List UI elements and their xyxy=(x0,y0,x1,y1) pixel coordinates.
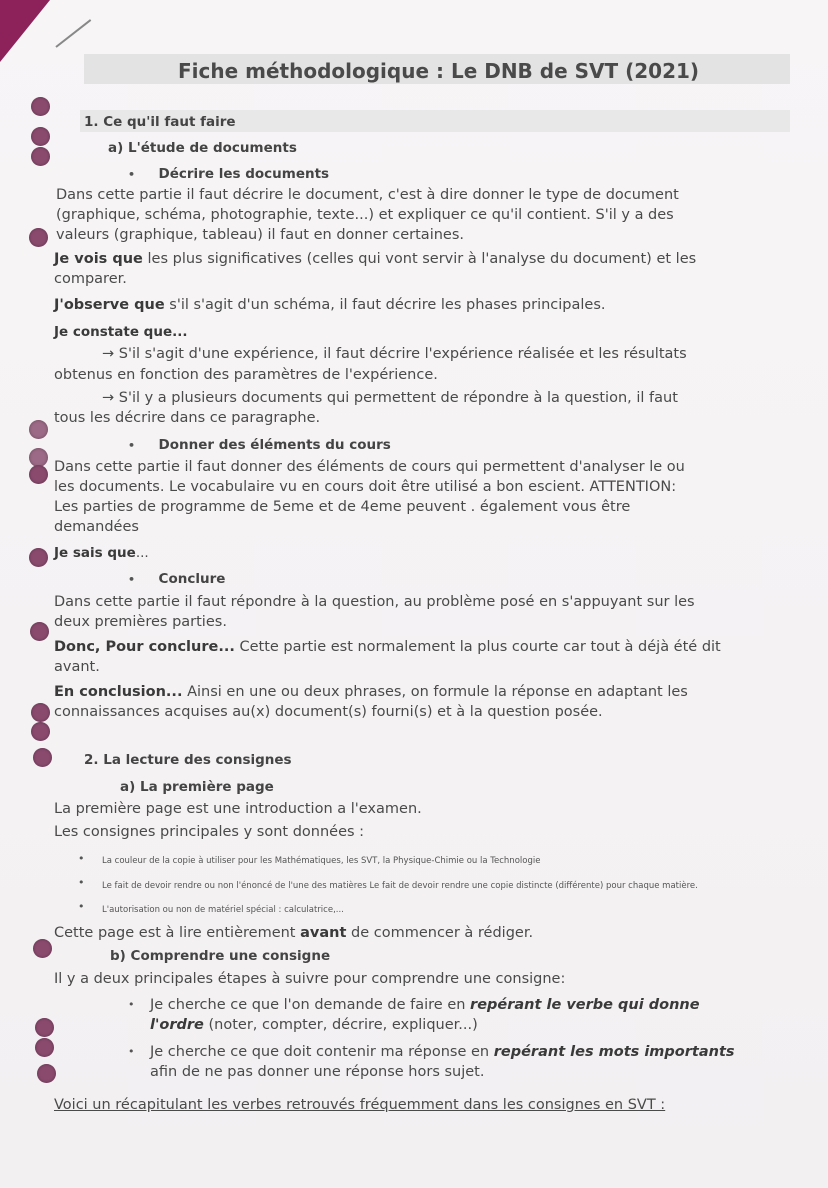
bullet-dot: • xyxy=(78,900,85,913)
en-conclusion-line: En conclusion... Ainsi en une ou deux phrases, on formule la réponse en adaptant les xyxy=(54,684,688,700)
subsection-a-heading: a) La première page xyxy=(120,779,274,795)
binder-hole xyxy=(29,228,48,247)
paragraph-line: → S'il y a plusieurs documents qui permettent de répondre à la question, il faut xyxy=(102,390,678,406)
paragraph-line: les documents. Le vocabulaire vu en cours doit être utilisé a bon escient. ATTENTION: xyxy=(54,479,677,495)
je-vois-que-line: Je vois que les plus significatives (celles qui vont servir à l'analyse du document) et les xyxy=(54,251,697,267)
step2-line2: afin de ne pas donner une réponse hors sujet. xyxy=(150,1064,485,1080)
bullet-donner: • Donner des éléments du cours xyxy=(128,437,391,453)
paragraph-line: Il y a deux principales étapes à suivre pour comprendre une consigne: xyxy=(54,971,566,987)
paragraph-line: → S'il s'agit d'une expérience, il faut décrire l'expérience réalisée et les résultats xyxy=(102,346,687,362)
bullet-decrire: • Décrire les documents xyxy=(128,166,330,182)
bullet-dot: • xyxy=(128,1045,135,1058)
bullet-dot: • xyxy=(128,998,135,1011)
binder-hole xyxy=(31,147,50,166)
binder-hole xyxy=(35,1018,54,1037)
paragraph-line: Les parties de programme de 5eme et de 4eme peuvent . également vous être xyxy=(54,499,631,515)
binder-hole xyxy=(31,97,50,116)
binder-hole xyxy=(29,420,48,439)
list-item: L'autorisation ou non de matériel spécial : calculatrice,... xyxy=(102,905,344,915)
step1-line2: l'ordre (noter, compter, décrire, expliquer...) xyxy=(150,1017,478,1033)
paragraph-line: La première page est une introduction a l'examen. xyxy=(54,801,422,817)
binder-hole xyxy=(31,127,50,146)
paragraph-line: Dans cette partie il faut décrire le document, c'est à dire donner le type de document xyxy=(56,187,679,203)
section1-heading: 1. Ce qu'il faut faire xyxy=(84,114,236,130)
binder-hole xyxy=(33,748,52,767)
paragraph-line: valeurs (graphique, tableau) il faut en donner certaines. xyxy=(56,227,464,243)
binder-hole xyxy=(31,703,50,722)
list-item: Le fait de devoir rendre ou non l'énoncé de l'une des matières Le fait de devoir rendre une copie distincte (différente) pour chaque matière. xyxy=(102,881,698,891)
paragraph-line: Dans cette partie il faut donner des éléments de cours qui permettent d'analyser le ou xyxy=(54,459,685,475)
j-observe-que-line: J'observe que s'il s'agit d'un schéma, il faut décrire les phases principales. xyxy=(54,297,606,313)
binder-hole xyxy=(30,622,49,641)
binder-hole xyxy=(29,465,48,484)
section2-heading: 2. La lecture des consignes xyxy=(84,752,292,768)
bullet-dot: • xyxy=(78,876,85,889)
pencil-stroke xyxy=(55,19,91,48)
binder-hole xyxy=(35,1038,54,1057)
paragraph-line: deux premières parties. xyxy=(54,614,227,630)
binder-hole xyxy=(33,939,52,958)
step2-line: Je cherche ce que doit contenir ma réponse en repérant les mots importants xyxy=(150,1044,735,1060)
binder-hole xyxy=(29,548,48,567)
subsection-b-heading: b) Comprendre une consigne xyxy=(110,948,331,964)
paragraph-line: connaissances acquises au(x) document(s) fourni(s) et à la question posée. xyxy=(54,704,603,720)
paragraph-line: Dans cette partie il faut répondre à la question, au problème posé en s'appuyant sur les xyxy=(54,594,695,610)
je-sais-que-line: Je sais que... xyxy=(54,545,149,561)
paragraph-line: comparer. xyxy=(54,271,127,287)
je-constate-que: Je constate que... xyxy=(54,324,188,340)
paragraph-line: Les consignes principales y sont données : xyxy=(54,824,365,840)
read-instruction-line: Cette page est à lire entièrement avant de commencer à rédiger. xyxy=(54,925,534,941)
donc-pour-conclure-line: Donc, Pour conclure... Cette partie est normalement la plus courte car tout à déjà été dit xyxy=(54,639,721,655)
step1-line: Je cherche ce que l'on demande de faire en repérant le verbe qui donne xyxy=(150,997,700,1013)
paragraph-line: (graphique, schéma, photographie, texte...) et expliquer ce qu'il contient. S'il y a des xyxy=(56,207,674,223)
page-title: Fiche méthodologique : Le DNB de SVT (2021) xyxy=(178,59,700,83)
list-item: La couleur de la copie à utiliser pour les Mathématiques, les SVT, la Physique-Chimie ou la Technologie xyxy=(102,856,541,866)
paragraph-line: obtenus en fonction des paramètres de l'expérience. xyxy=(54,367,438,383)
binder-hole xyxy=(37,1064,56,1083)
subsection-a-heading: a) L'étude de documents xyxy=(108,140,297,156)
paragraph-line: avant. xyxy=(54,659,100,675)
paragraph-line: demandées xyxy=(54,519,139,535)
bullet-dot: • xyxy=(78,852,85,865)
bullet-conclure: • Conclure xyxy=(128,571,226,587)
binder-hole xyxy=(31,722,50,741)
paragraph-line: tous les décrire dans ce paragraphe. xyxy=(54,410,321,426)
corner-mark xyxy=(0,0,50,62)
recap-heading: Voici un récapitulant les verbes retrouvés fréquemment dans les consignes en SVT : xyxy=(54,1097,666,1113)
